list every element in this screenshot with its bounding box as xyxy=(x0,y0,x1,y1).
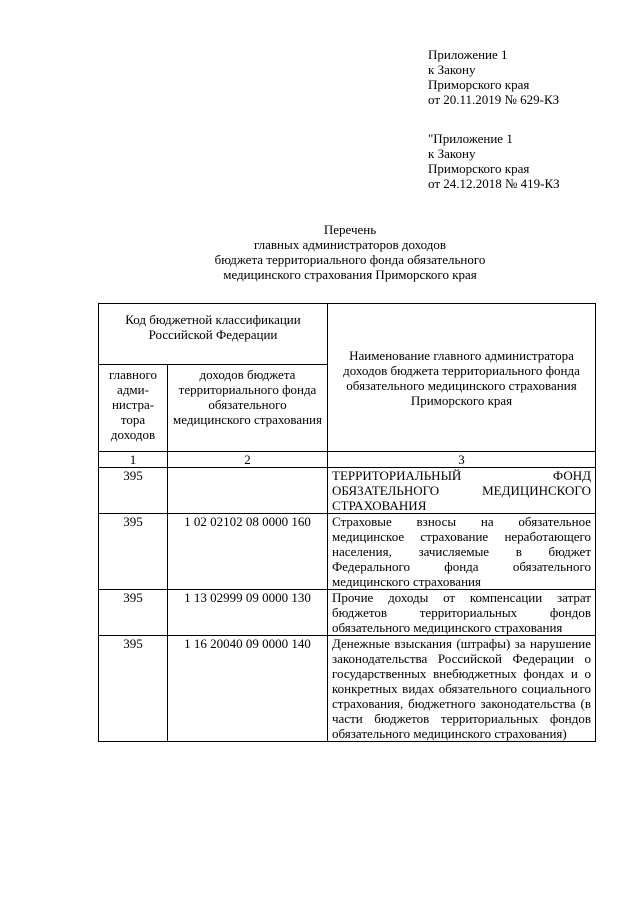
income-code-cell: 1 13 02999 09 0000 130 xyxy=(168,590,328,636)
title-line: главных администраторов доходов xyxy=(253,237,447,252)
income-code-cell: 1 16 20040 09 0000 140 xyxy=(168,636,328,742)
header-income-column: доходов бюджета территориального фонда обязательного медицинского страхования xyxy=(168,365,328,452)
column-number: 3 xyxy=(328,452,596,468)
table-row xyxy=(99,590,596,636)
title-line: Перечень xyxy=(323,222,377,237)
admin-code-cell: 395 xyxy=(99,636,168,742)
income-code-cell: 1 02 02102 08 0000 160 xyxy=(168,514,328,590)
administrators-table xyxy=(98,303,596,742)
table-row xyxy=(99,636,596,742)
header-admin-column: главного адми-нистра-тора доходов xyxy=(99,365,168,452)
column-number: 1 xyxy=(99,452,168,468)
appendix-line: Приморского края xyxy=(428,161,530,176)
appendix-original-header xyxy=(428,131,560,191)
column-number: 2 xyxy=(168,452,328,468)
column-numbers-row xyxy=(99,452,596,468)
appendix-line: к Закону xyxy=(428,62,476,77)
admin-code-cell: 395 xyxy=(99,468,168,514)
header-row xyxy=(99,304,596,365)
appendix-line: "Приложение 1 xyxy=(428,131,513,146)
income-code-cell xyxy=(168,468,328,514)
title-line: бюджета территориального фонда обязательного xyxy=(214,252,486,267)
table-row xyxy=(99,468,596,514)
header-name-column: Наименование главного администратора доходов бюджета территориального фонда обязательного медицинского страхования Приморского края xyxy=(328,304,596,452)
admin-code-cell: 395 xyxy=(99,590,168,636)
name-cell: Денежные взыскания (штрафы) за нарушение законодательства Российской Федерации о государственных внебюджетных фондах и о конкретных видах обязательного социального страхования, бюджетного законодательства (в части бюджетов территориальных фондов обязательного медицинского страхования) xyxy=(328,636,596,742)
title-line: медицинского страхования Приморского края xyxy=(223,267,477,282)
name-cell: Страховые взносы на обязательное медицинское страхование неработающего населения, зачисляемые в бюджет Федерального фонда обязательного медицинского страхования xyxy=(328,514,596,590)
appendix-line: Приложение 1 xyxy=(428,47,508,62)
table-row xyxy=(99,514,596,590)
appendix-line: от 20.11.2019 № 629-КЗ xyxy=(428,92,560,107)
appendix-line: Приморского края xyxy=(428,77,530,92)
document-title xyxy=(100,222,600,282)
admin-code-cell: 395 xyxy=(99,514,168,590)
appendix-line: от 24.12.2018 № 419-КЗ xyxy=(428,176,560,191)
header-code-group: Код бюджетной классификации Российской Федерации xyxy=(99,304,328,365)
appendix-current-header xyxy=(428,47,559,107)
appendix-line: к Закону xyxy=(428,146,476,161)
name-cell: ТЕРРИТОРИАЛЬНЫЙ ФОНД ОБЯЗАТЕЛЬНОГО МЕДИЦИНСКОГО СТРАХОВАНИЯ xyxy=(328,468,596,514)
name-cell: Прочие доходы от компенсации затрат бюджетов территориальных фондов обязательного медицинского страхования xyxy=(328,590,596,636)
